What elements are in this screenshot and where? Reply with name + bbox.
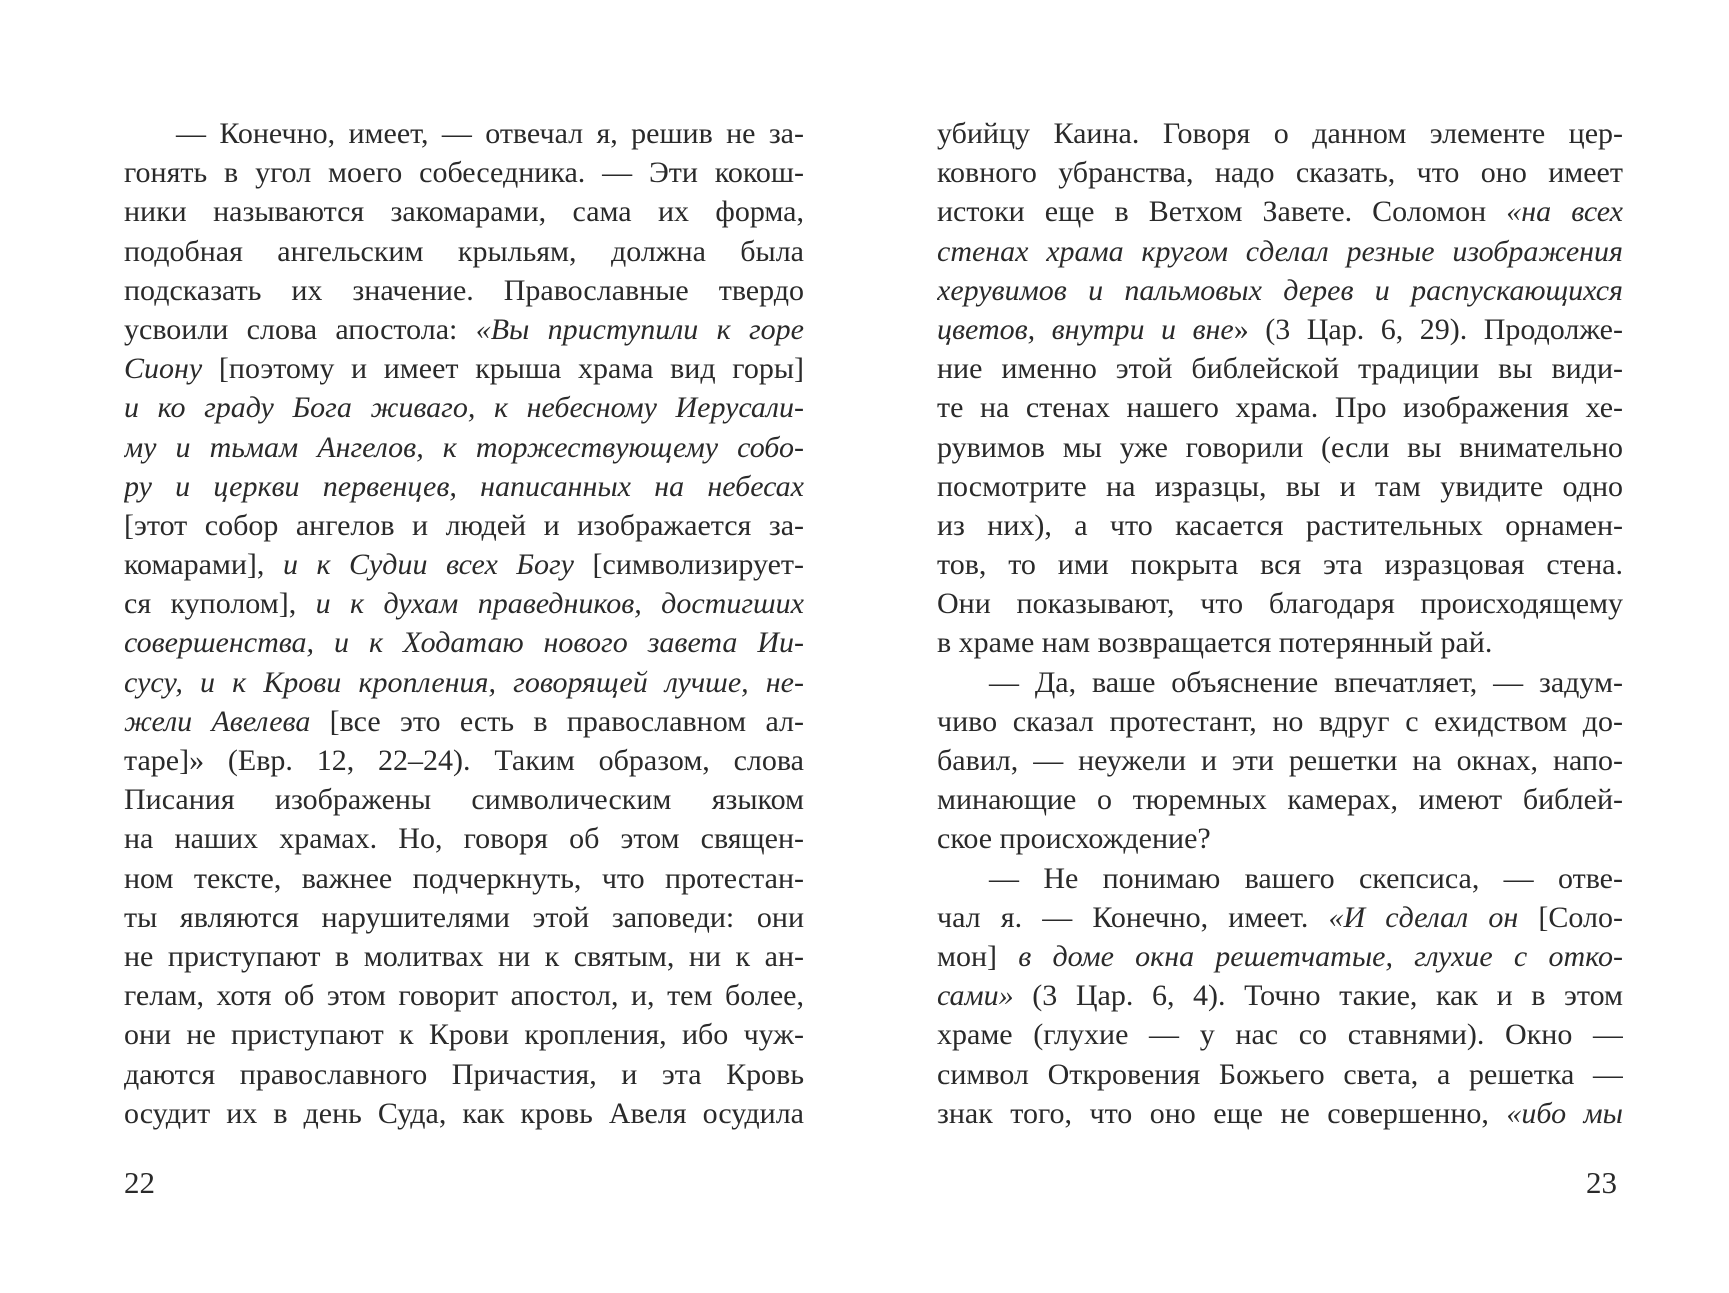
text-line xyxy=(124,232,804,271)
text-segment: они не приступают к Крови кропления, ибо чуж- xyxy=(124,1018,804,1052)
text-line xyxy=(937,153,1623,192)
text-line xyxy=(124,349,804,388)
text-segment: Они показывают, что благодаря происходящему xyxy=(937,587,1623,621)
text-segment: мон] xyxy=(937,939,1019,973)
text-line xyxy=(937,819,1623,858)
text-line xyxy=(124,976,804,1015)
text-line xyxy=(124,623,804,662)
text-segment: рувимов мы уже говорили (если вы внимательно xyxy=(937,430,1623,464)
text-segment: знак того, что оно еще не совершенно, xyxy=(937,1096,1507,1130)
left-page-number: 22 xyxy=(124,1165,155,1200)
italic-quote-segment: цветов, внутри и вне xyxy=(937,312,1234,346)
text-line xyxy=(124,741,804,780)
italic-quote-segment: жели Авелева xyxy=(124,704,330,738)
text-line xyxy=(124,192,804,231)
italic-quote-segment: «ибо мы xyxy=(1506,1096,1623,1130)
italic-quote-segment: сами» xyxy=(937,979,1014,1013)
text-line xyxy=(937,545,1623,584)
text-segment: [все это есть в православном ал- xyxy=(329,704,804,738)
text-segment: подсказать их значение. Православные твердо xyxy=(124,273,804,307)
text-segment: не приступают в молитвах ни к святым, ни к ан- xyxy=(124,939,804,973)
italic-quote-segment: «Вы приступили к горе xyxy=(475,312,804,346)
text-line xyxy=(937,506,1623,545)
text-line xyxy=(124,1015,804,1054)
text-segment: таре]» (Евр. 12, 22–24). Таким образом, слова xyxy=(124,744,804,777)
text-line xyxy=(937,584,1623,623)
text-segment: гелам, хотя об этом говорит апостол, и, тем более, xyxy=(124,979,804,1013)
italic-quote-segment: «на всех xyxy=(1506,195,1623,229)
text-line xyxy=(937,976,1623,1015)
text-line xyxy=(937,349,1623,388)
text-line xyxy=(937,741,1623,780)
text-line xyxy=(124,702,804,741)
text-line xyxy=(124,388,804,427)
text-line xyxy=(124,545,804,584)
text-line xyxy=(937,467,1623,506)
text-line xyxy=(124,937,804,976)
text-segment: усвоили слова апостола: xyxy=(124,312,476,346)
text-line xyxy=(124,780,804,819)
text-segment: осудит их в день Суда, как кровь Авеля осудила xyxy=(124,1096,804,1130)
italic-quote-segment: Сиону xyxy=(124,352,219,386)
text-line xyxy=(937,663,1623,702)
text-segment: минающие о тюремных камерах, имеют библей- xyxy=(937,783,1623,817)
text-line xyxy=(124,819,804,858)
text-segment: » (3 Цар. 6, 29). Продолже- xyxy=(1233,312,1623,346)
italic-quote-segment: «И сделал он xyxy=(1328,900,1539,934)
text-segment: символ Откровения Божьего света, а решетка — xyxy=(937,1057,1623,1091)
text-line xyxy=(937,310,1623,349)
text-segment: гонять в угол моего собеседника. — Эти кокош- xyxy=(124,156,804,190)
text-segment: — Не понимаю вашего скепсиса, — отве- xyxy=(989,861,1623,895)
text-segment: Писания изображены символическим языком xyxy=(124,783,804,817)
text-segment: на наших храмах. Но, говоря об этом священ- xyxy=(124,822,804,856)
text-line xyxy=(937,898,1623,937)
italic-quote-segment: му и тьмам Ангелов, к торжествующему собо- xyxy=(124,430,804,464)
text-segment: [Соло- xyxy=(1538,900,1623,934)
text-segment: те на стенах нашего храма. Про изображения хе- xyxy=(937,391,1623,425)
italic-quote-segment: стенах храма кругом сделал резные изображения xyxy=(937,234,1623,268)
text-line xyxy=(124,428,804,467)
text-segment: ние именно этой библейской традиции вы види- xyxy=(937,352,1623,386)
text-segment: ники называются закомарами, сама их форма, xyxy=(124,195,804,229)
text-segment: убийцу Каина. Говоря о данном элементе цер- xyxy=(937,117,1623,150)
text-line xyxy=(937,623,1623,662)
italic-quote-segment: и к духам праведников, достигших xyxy=(315,587,804,621)
text-line xyxy=(124,663,804,702)
text-segment: чиво сказал протестант, но вдруг с ехидством до- xyxy=(937,704,1623,738)
italic-quote-segment: и к Судии всех Богу xyxy=(282,548,593,582)
text-segment: комарами], xyxy=(124,548,283,582)
text-line xyxy=(124,114,804,153)
text-segment: ковного убранства, надо сказать, что оно имеет xyxy=(937,156,1623,190)
italic-quote-segment: херувимов и пальмовых дерев и распускающихся xyxy=(937,273,1623,307)
text-segment: ты являются нарушителями этой заповеди: они xyxy=(124,900,804,934)
italic-quote-segment: ру и церкви первенцев, написанных на небесах xyxy=(124,469,804,503)
text-segment: (3 Цар. 6, 4). Точно такие, как и в этом xyxy=(1013,979,1623,1013)
text-line xyxy=(124,506,804,545)
text-segment: тов, то ими покрыта вся эта изразцовая стена. xyxy=(937,548,1623,582)
text-segment: ном тексте, важнее подчеркнуть, что протестан- xyxy=(124,861,804,895)
text-line xyxy=(937,937,1623,976)
text-segment: истоки еще в Ветхом Завете. Соломон xyxy=(937,195,1507,229)
text-segment: из них), а что касается растительных орнамен- xyxy=(937,508,1623,542)
text-line xyxy=(937,114,1623,153)
text-line xyxy=(124,898,804,937)
text-line xyxy=(937,780,1623,819)
text-segment: посмотрите на изразцы, вы и там увидите одно xyxy=(937,469,1623,503)
text-line xyxy=(124,584,804,623)
text-line xyxy=(937,859,1623,898)
text-line xyxy=(124,1094,804,1133)
text-segment: подобная ангельским крыльям, должна была xyxy=(124,234,804,268)
text-line xyxy=(937,702,1623,741)
text-line xyxy=(937,1055,1623,1094)
text-segment: — Да, ваше объяснение впечатляет, — задум- xyxy=(989,665,1623,699)
text-line xyxy=(937,192,1623,231)
text-line xyxy=(937,1015,1623,1054)
text-line xyxy=(124,271,804,310)
italic-quote-segment: и ко граду Бога живаго, к небесному Иерусали- xyxy=(124,391,804,425)
text-segment: храме (глухие — у нас со ставнями). Окно — xyxy=(937,1018,1623,1052)
left-page-text xyxy=(124,114,804,1133)
text-segment: [поэтому и имеет крыша храма вид горы] xyxy=(218,352,804,386)
text-line xyxy=(124,1055,804,1094)
text-line xyxy=(124,153,804,192)
italic-quote-segment: сусу, и к Крови кропления, говорящей лучше, не- xyxy=(124,665,804,699)
text-line xyxy=(937,271,1623,310)
italic-quote-segment: в доме окна решетчатые, глухие с отко- xyxy=(1018,939,1623,973)
text-line xyxy=(937,428,1623,467)
text-line xyxy=(124,310,804,349)
right-page-number: 23 xyxy=(1586,1165,1617,1200)
italic-quote-segment: совершенства, и к Ходатаю нового завета Ии- xyxy=(124,626,804,660)
text-segment: чал я. — Конечно, имеет. xyxy=(937,900,1329,934)
text-line xyxy=(124,467,804,506)
left-page xyxy=(0,0,864,1293)
right-page-text xyxy=(937,114,1623,1133)
text-line xyxy=(937,232,1623,271)
text-segment: [этот собор ангелов и людей и изображается за- xyxy=(124,508,804,542)
text-segment: бавил, — неужели и эти решетки на окнах, напо- xyxy=(937,744,1623,777)
text-segment: — Конечно, имеет, — отвечал я, решив не за- xyxy=(176,117,804,150)
text-line xyxy=(937,1094,1623,1133)
text-segment: [символизирует- xyxy=(592,548,804,582)
text-line xyxy=(937,388,1623,427)
text-segment: ся куполом], xyxy=(124,587,316,621)
text-line xyxy=(124,859,804,898)
text-segment: даются православного Причастия, и эта Кровь xyxy=(124,1057,804,1091)
text-segment: в храме нам возвращается потерянный рай. xyxy=(937,626,1493,660)
right-page xyxy=(865,0,1729,1293)
text-segment: ское происхождение? xyxy=(937,822,1211,856)
